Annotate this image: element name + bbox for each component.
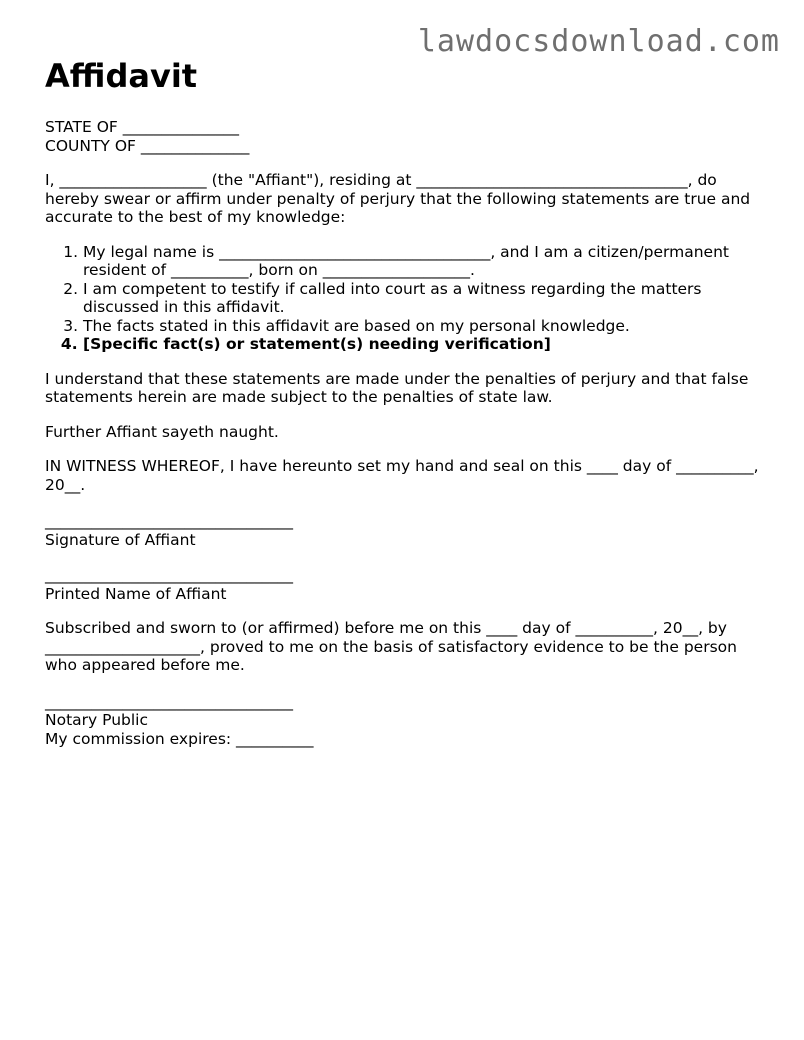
state-line: STATE OF _______________ [45,118,239,136]
signature-label: Signature of Affiant [45,530,196,549]
affidavit-document [45,56,770,748]
subscribed-paragraph: Subscribed and sworn to (or affirmed) before me on this ____ day of __________, 20__, by ____________________, proved to me on the basis of satisfactory evidence to be the person who appeared before me. [45,619,737,674]
further-paragraph: Further Affiant sayeth naught. [45,422,279,441]
notary-signature-line: ________________________________ [45,692,293,711]
statements-list [45,243,770,354]
notary-block [45,693,770,749]
witness-paragraph: IN WITNESS WHEREOF, I have hereunto set my hand and seal on this ____ day of __________, 20__. [45,457,759,494]
printed-name-block [45,566,770,603]
notary-label: Notary Public [45,711,148,729]
document-title: Affidavit [45,57,198,95]
signature-line: ________________________________ [45,512,293,530]
statement-item: 1. My legal name is ___________________________________, and I am a citizen/permanent resident of __________, born on ___________________. [83,243,770,280]
printed-name-label: Printed Name of Affiant [45,584,227,603]
intro-paragraph: I, ___________________ (the "Affiant"), residing at ___________________________________, do hereby swear or affirm under penalty of perjury that the following statements are true and accurate to the best of my knowledge: [45,171,751,226]
jurisdiction-block [45,118,770,155]
affiant-signature-block [45,512,770,549]
statement-item: 3. The facts stated in this affidavit are based on my personal knowledge. [83,317,770,336]
understand-paragraph: I understand that these statements are made under the penalties of perjury and that false statements herein are made subject to the penalties of state law. [45,369,749,406]
watermark: lawdocsdownload.com [417,24,780,59]
statement-item: 2. I am competent to testify if called into court as a witness regarding the matters discussed in this affidavit. [83,280,770,317]
county-line: COUNTY OF ______________ [45,136,250,155]
statement-item: 4. [Specific fact(s) or statement(s) needing verification] [83,335,770,354]
commission-expires-line: My commission expires: __________ [45,729,314,748]
printed-name-line: ________________________________ [45,566,293,584]
